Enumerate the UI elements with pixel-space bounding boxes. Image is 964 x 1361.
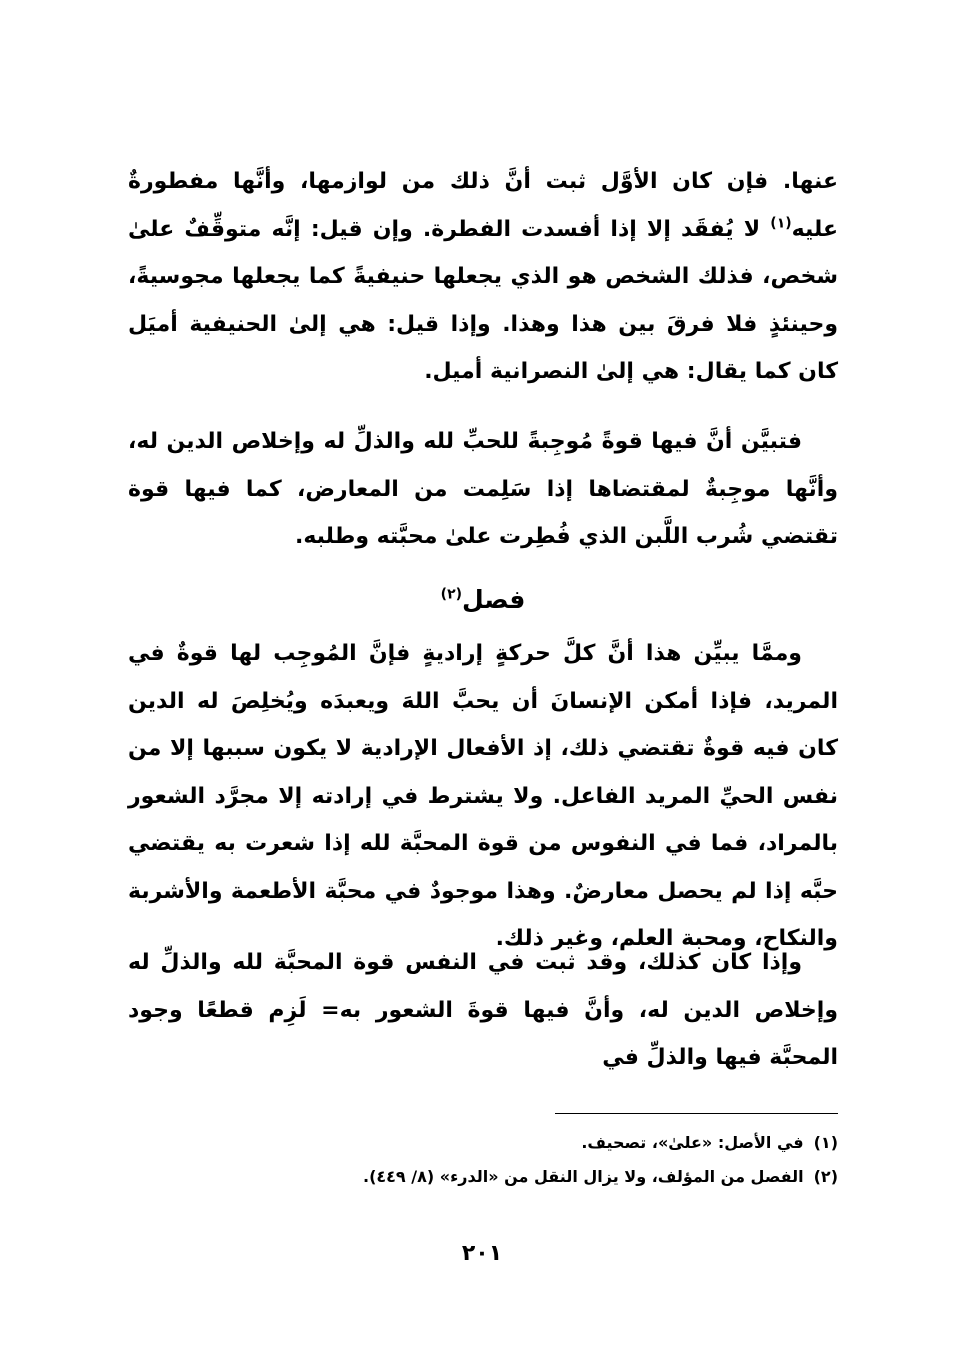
paragraph-3-text: وممَّا يبيِّن هذا أنَّ كلَّ حركةٍ إراديةٍ فإنَّ المُوجِب لها قوةٌ في المريد، فإذا أمكن الإنسانَ أن يحبَّ اللهَ ويعبدَه ويُخلِصَ له الدين كان فيه قوةٌ تقتضي ذلك، إذ الأفعال الإرادية لا يكون سببها إلا من نفس الحيِّ المريد الفاعل. ولا يشترط في إرادته إلا مجرَّد الشعور بالمراد، فما في النفوس من قوة المحبَّة لله إذا شعرت به يقتضي حبَّه إذا لم يحصل معارضٌ. وهذا موجودٌ في محبَّة الأطعمة والأشربة والنكاح، ومحبة العلم، وغير ذلك.: [128, 641, 838, 951]
paragraph-2: [128, 418, 838, 561]
footnote-1: [128, 1126, 838, 1160]
footnote-ref-2[interactable]: (٢): [440, 586, 463, 603]
section-heading: [128, 580, 838, 620]
footnote-ref-1[interactable]: (١): [770, 215, 792, 232]
footnote-2-text: الفصل من المؤلف، ولا يزال النقل من «الدرء» (٨/ ٤٤٩).: [363, 1167, 804, 1186]
footnote-1-number: (١): [813, 1133, 838, 1152]
section-heading-text: فصل: [462, 585, 526, 614]
footnote-2: [128, 1160, 838, 1194]
footnote-1-text: في الأصل: «علىٰ»، تصحيف.: [581, 1133, 804, 1152]
paragraph-4-text: وإذا كان كذلك، وقد ثبت في النفس قوة المحبَّة لله والذلِّ له وإخلاص الدين له، وأنَّ فيها قوةَ الشعور به= لَزِم قطعًا وجود المحبَّة فيها والذلِّ في: [128, 950, 838, 1070]
page-number: ٢٠١: [461, 1241, 503, 1266]
paragraph-1-text: عنها. فإن كان الأوَّل ثبت أنَّ ذلك من لوازمها، وأنَّها مفطورةٌ عليه: [128, 169, 838, 242]
paragraph-2-text: فتبيَّن أنَّ فيها قوةً مُوجِبةً للحبِّ لله والذلِّ له وإخلاص الدين له، وأنَّها موجِبةٌ لمقتضاها إذا سَلِمت من المعارض، كما فيها قوة تقتضي شُرب اللَّبن الذي فُطِرت علىٰ محبَّته وطلبه.: [128, 429, 838, 549]
paragraph-4: [128, 939, 838, 1082]
footnote-divider: [555, 1113, 838, 1114]
paragraph-3: [128, 630, 838, 963]
paragraph-1-continuation: لا يُفقَد إلا إذا أفسدت الفطرة. وإن قيل: إنَّه متوقِّفٌ علىٰ شخص، فذلك الشخص هو الذي يجعلها حنيفيةً كما يجعلها مجوسيةً، وحينئذٍ فلا فرقَ بين هذا وهذا. وإذا قيل: هي إلىٰ الحنيفية أميَل كان كما يقال: هي إلىٰ النصرانية أميل.: [128, 216, 838, 384]
paragraph-1: [128, 158, 838, 396]
footnotes: [128, 1126, 838, 1194]
footnote-2-number: (٢): [813, 1167, 838, 1186]
